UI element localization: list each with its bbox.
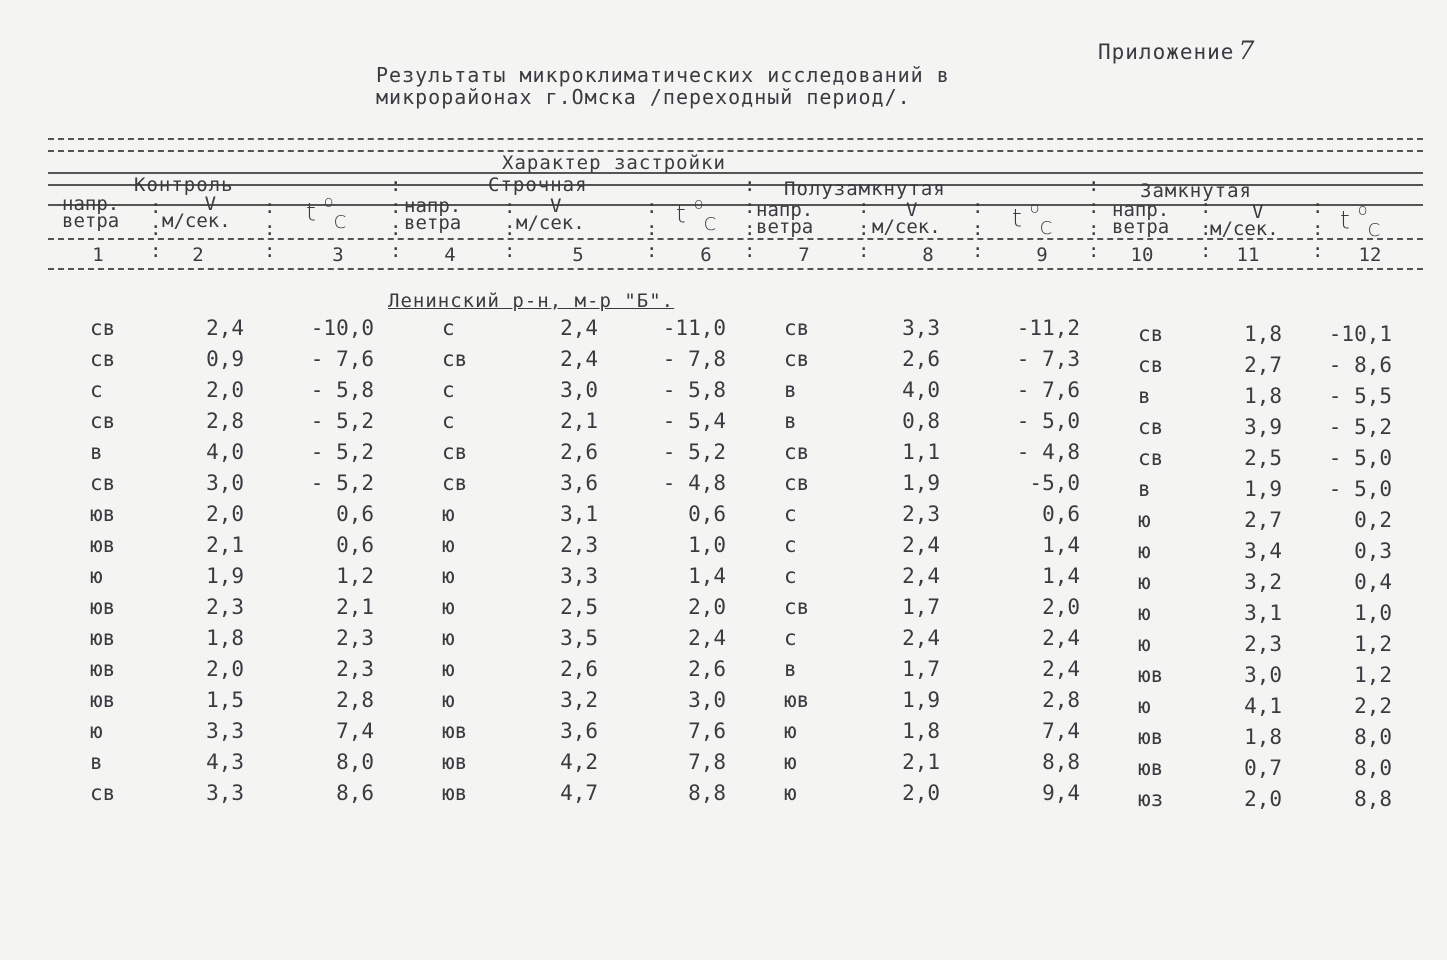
temperature-cell: - 4,8 — [662, 471, 726, 495]
table-top-rule-2 — [48, 150, 1423, 152]
temperature-cell: 1,4 — [1042, 533, 1080, 557]
temperature-cell: 2,8 — [1042, 688, 1080, 712]
column-number: 4 — [444, 244, 456, 266]
wind-speed-cell: 4,3 — [206, 750, 244, 774]
temperature-cell: 8,8 — [688, 781, 726, 805]
column-number: 2 — [192, 244, 204, 266]
separator: : : : — [264, 196, 276, 262]
temperature-cell: - 7,6 — [1016, 378, 1080, 402]
temperature-cell: 2,8 — [336, 688, 374, 712]
wind-direction-cell: св — [784, 471, 810, 495]
temperature-cell: 2,3 — [336, 626, 374, 650]
temperature-cell: - 5,5 — [1328, 384, 1392, 408]
temperature-cell: 9,4 — [1042, 781, 1080, 805]
wind-direction-cell: св — [784, 440, 810, 464]
wind-speed-cell: 2,5 — [1244, 446, 1282, 470]
separator: : : : — [646, 196, 658, 262]
wind-speed-cell: 2,7 — [1244, 508, 1282, 532]
wind-direction-cell: ю — [1138, 601, 1151, 625]
temperature-cell: - 7,6 — [310, 347, 374, 371]
wind-direction-cell: юв — [442, 781, 468, 805]
separator: : : : — [1200, 196, 1212, 262]
header-group-closed: Замкнутая — [1140, 180, 1252, 202]
temperature-cell: - 5,0 — [1328, 446, 1392, 470]
temperature-cell: 7,4 — [1042, 719, 1080, 743]
wind-speed-cell: 1,7 — [902, 595, 940, 619]
wind-direction-cell: ю — [784, 750, 797, 774]
separator: : : : — [1312, 196, 1324, 262]
wind-direction-cell: ю — [90, 719, 103, 743]
temperature-cell: 0,6 — [336, 533, 374, 557]
wind-direction-cell: юв — [1138, 663, 1164, 687]
temperature-cell: 2,1 — [336, 595, 374, 619]
subheader-velocity: V м/сек. — [516, 195, 585, 234]
temperature-cell: - 5,4 — [662, 409, 726, 433]
temperature-cell: - 7,8 — [662, 347, 726, 371]
wind-direction-cell: св — [1138, 446, 1164, 470]
wind-speed-cell: 3,3 — [206, 719, 244, 743]
separator: : : : — [858, 196, 870, 262]
wind-speed-cell: 3,6 — [560, 719, 598, 743]
subheader-velocity: V м/сек. — [162, 193, 231, 232]
temperature-cell: 7,6 — [688, 719, 726, 743]
wind-speed-cell: 3,9 — [1244, 415, 1282, 439]
wind-direction-cell: юз — [1138, 787, 1164, 811]
wind-direction-cell: св — [784, 595, 810, 619]
wind-direction-cell: с — [442, 409, 455, 433]
wind-direction-cell: ю — [90, 564, 103, 588]
wind-speed-cell: 2,3 — [1244, 632, 1282, 656]
wind-direction-cell: ю — [442, 688, 455, 712]
temperature-cell: - 5,2 — [310, 409, 374, 433]
subheader-velocity: V м/сек. — [1210, 201, 1279, 240]
temperature-cell: 1,4 — [688, 564, 726, 588]
temperature-cell: - 4,8 — [1016, 440, 1080, 464]
wind-speed-cell: 2,4 — [560, 316, 598, 340]
column-number: 12 — [1358, 244, 1382, 266]
wind-speed-cell: 3,3 — [206, 781, 244, 805]
temperature-cell: 1,0 — [1354, 601, 1392, 625]
column-number: 8 — [922, 244, 934, 266]
wind-direction-cell: юв — [90, 502, 116, 526]
wind-direction-cell: юв — [784, 688, 810, 712]
wind-speed-cell: 4,0 — [902, 378, 940, 402]
temperature-cell: -10,0 — [310, 316, 374, 340]
temperature-cell: 0,6 — [1042, 502, 1080, 526]
wind-direction-cell: ю — [1138, 632, 1151, 656]
group-rule — [48, 172, 1423, 174]
wind-speed-cell: 1,8 — [206, 626, 244, 650]
wind-speed-cell: 1,5 — [206, 688, 244, 712]
wind-speed-cell: 1,8 — [1244, 384, 1282, 408]
temperature-cell: - 5,8 — [310, 378, 374, 402]
wind-speed-cell: 1,9 — [902, 688, 940, 712]
temperature-cell: -11,0 — [662, 316, 726, 340]
temperature-cell: 0,4 — [1354, 570, 1392, 594]
temperature-cell: 7,8 — [688, 750, 726, 774]
wind-speed-cell: 2,3 — [560, 533, 598, 557]
wind-direction-cell: св — [90, 409, 116, 433]
wind-direction-cell: юв — [90, 657, 116, 681]
wind-direction-cell: юв — [442, 750, 468, 774]
temperature-cell: 8,6 — [336, 781, 374, 805]
temperature-cell: 1,0 — [688, 533, 726, 557]
column-number: 10 — [1130, 244, 1154, 266]
temperature-cell: - 5,2 — [662, 440, 726, 464]
wind-direction-cell: с — [442, 378, 455, 402]
wind-direction-cell: св — [90, 781, 116, 805]
wind-direction-cell: с — [784, 564, 797, 588]
wind-speed-cell: 3,2 — [560, 688, 598, 712]
wind-speed-cell: 2,1 — [560, 409, 598, 433]
temperature-cell: 8,0 — [336, 750, 374, 774]
wind-direction-cell: юв — [90, 533, 116, 557]
wind-direction-cell: ю — [1138, 539, 1151, 563]
wind-speed-cell: 3,1 — [1244, 601, 1282, 625]
column-number: 3 — [332, 244, 344, 266]
wind-speed-cell: 2,5 — [560, 595, 598, 619]
wind-speed-cell: 3,3 — [902, 316, 940, 340]
temperature-cell: 8,8 — [1354, 787, 1392, 811]
wind-speed-cell: 4,7 — [560, 781, 598, 805]
wind-speed-cell: 0,9 — [206, 347, 244, 371]
wind-direction-cell: в — [1138, 477, 1151, 501]
header-group-title: Характер застройки — [502, 152, 726, 174]
subheader-temperature: t $^о_C$ — [1340, 200, 1381, 242]
temperature-cell: 1,2 — [336, 564, 374, 588]
wind-speed-cell: 0,7 — [1244, 756, 1282, 780]
header-group-row: Строчная — [488, 174, 588, 196]
wind-speed-cell: 2,4 — [560, 347, 598, 371]
wind-direction-cell: св — [1138, 415, 1164, 439]
wind-speed-cell: 4,2 — [560, 750, 598, 774]
table-top-rule — [48, 138, 1423, 140]
temperature-cell: 2,3 — [336, 657, 374, 681]
wind-direction-cell: в — [90, 750, 103, 774]
wind-direction-cell: в — [1138, 384, 1151, 408]
wind-speed-cell: 3,6 — [560, 471, 598, 495]
district-subheading: Ленинский р-н, м-р "Б". — [388, 290, 675, 312]
wind-direction-cell: ю — [442, 626, 455, 650]
wind-direction-cell: св — [90, 471, 116, 495]
wind-speed-cell: 3,5 — [560, 626, 598, 650]
wind-direction-cell: с — [784, 533, 797, 557]
wind-direction-cell: св — [1138, 353, 1164, 377]
temperature-cell: 2,4 — [1042, 657, 1080, 681]
wind-speed-cell: 1,8 — [1244, 725, 1282, 749]
wind-direction-cell: ю — [442, 595, 455, 619]
temperature-cell: - 5,0 — [1328, 477, 1392, 501]
wind-speed-cell: 3,0 — [560, 378, 598, 402]
wind-speed-cell: 0,8 — [902, 409, 940, 433]
wind-speed-cell: 3,0 — [1244, 663, 1282, 687]
wind-speed-cell: 3,4 — [1244, 539, 1282, 563]
wind-speed-cell: 1,1 — [902, 440, 940, 464]
wind-speed-cell: 4,1 — [1244, 694, 1282, 718]
wind-direction-cell: св — [1138, 322, 1164, 346]
wind-direction-cell: юв — [90, 626, 116, 650]
wind-direction-cell: ю — [1138, 508, 1151, 532]
wind-direction-cell: ю — [442, 564, 455, 588]
separator: : : : — [504, 196, 516, 262]
wind-direction-cell: юв — [1138, 725, 1164, 749]
separator: : : : — [972, 196, 984, 262]
wind-direction-cell: в — [784, 657, 797, 681]
wind-direction-cell: ю — [442, 533, 455, 557]
appendix-label — [1098, 36, 1255, 65]
wind-speed-cell: 1,9 — [902, 471, 940, 495]
wind-direction-cell: св — [442, 440, 468, 464]
wind-speed-cell: 1,9 — [206, 564, 244, 588]
wind-speed-cell: 2,4 — [206, 316, 244, 340]
wind-speed-cell: 3,2 — [1244, 570, 1282, 594]
temperature-cell: 2,4 — [688, 626, 726, 650]
temperature-cell: 8,0 — [1354, 756, 1392, 780]
wind-direction-cell: в — [784, 378, 797, 402]
wind-speed-cell: 2,8 — [206, 409, 244, 433]
wind-speed-cell: 2,0 — [902, 781, 940, 805]
wind-direction-cell: ю — [442, 657, 455, 681]
wind-direction-cell: юв — [1138, 756, 1164, 780]
temperature-cell: 2,0 — [688, 595, 726, 619]
temperature-cell: 8,0 — [1354, 725, 1392, 749]
temperature-cell: - 5,2 — [1328, 415, 1392, 439]
wind-speed-cell: 2,3 — [206, 595, 244, 619]
wind-speed-cell: 2,6 — [902, 347, 940, 371]
wind-speed-cell: 1,8 — [1244, 322, 1282, 346]
wind-direction-cell: с — [90, 378, 103, 402]
title-line-2: микрорайонах г.Омска /переходный период/. — [376, 85, 911, 109]
wind-speed-cell: 4,0 — [206, 440, 244, 464]
temperature-cell: 2,6 — [688, 657, 726, 681]
wind-direction-cell: ю — [784, 719, 797, 743]
wind-direction-cell: св — [90, 316, 116, 340]
temperature-cell: - 8,6 — [1328, 353, 1392, 377]
wind-direction-cell: с — [784, 502, 797, 526]
subheader-wind-dir: напр. ветра — [404, 195, 462, 234]
subheader-wind-dir: напр. ветра — [62, 193, 120, 232]
temperature-cell: 8,8 — [1042, 750, 1080, 774]
column-number: 6 — [700, 244, 712, 266]
subheader-temperature: t $^о_C$ — [306, 192, 347, 234]
temperature-cell: 0,6 — [688, 502, 726, 526]
wind-speed-cell: 3,3 — [560, 564, 598, 588]
wind-direction-cell: юв — [90, 595, 116, 619]
wind-speed-cell: 2,4 — [902, 533, 940, 557]
wind-direction-cell: юв — [90, 688, 116, 712]
appendix-number: 7 — [1238, 36, 1256, 65]
temperature-cell: 2,0 — [1042, 595, 1080, 619]
column-number: 9 — [1036, 244, 1048, 266]
subheader-wind-dir: напр. ветра — [1112, 199, 1170, 238]
temperature-cell: 2,2 — [1354, 694, 1392, 718]
temperature-cell: 1,2 — [1354, 663, 1392, 687]
wind-direction-cell: в — [784, 409, 797, 433]
wind-direction-cell: св — [784, 316, 810, 340]
wind-speed-cell: 3,0 — [206, 471, 244, 495]
column-number-rule — [48, 268, 1423, 270]
wind-speed-cell: 2,4 — [902, 626, 940, 650]
temperature-cell: 3,0 — [688, 688, 726, 712]
wind-speed-cell: 2,6 — [560, 657, 598, 681]
wind-speed-cell: 2,6 — [560, 440, 598, 464]
separator: : : : : — [1088, 174, 1100, 262]
subheader-temperature: t $^о_C$ — [1012, 198, 1053, 240]
temperature-cell: -11,2 — [1016, 316, 1080, 340]
temperature-cell: 2,4 — [1042, 626, 1080, 650]
wind-speed-cell: 2,0 — [206, 502, 244, 526]
wind-speed-cell: 1,9 — [1244, 477, 1282, 501]
wind-speed-cell: 3,1 — [560, 502, 598, 526]
temperature-cell: -10,1 — [1328, 322, 1392, 346]
wind-speed-cell: 2,0 — [206, 378, 244, 402]
temperature-cell: 0,6 — [336, 502, 374, 526]
wind-speed-cell: 2,1 — [902, 750, 940, 774]
temperature-cell: - 5,2 — [310, 440, 374, 464]
column-number: 1 — [92, 244, 104, 266]
wind-direction-cell: св — [784, 347, 810, 371]
subheader-wind-dir: напр. ветра — [756, 199, 814, 238]
wind-direction-cell: юв — [442, 719, 468, 743]
header-group-control: Контроль — [134, 174, 234, 196]
wind-speed-cell: 1,7 — [902, 657, 940, 681]
wind-direction-cell: св — [442, 347, 468, 371]
wind-direction-cell: с — [784, 626, 797, 650]
temperature-cell: - 7,3 — [1016, 347, 1080, 371]
temperature-cell: 1,4 — [1042, 564, 1080, 588]
temperature-cell: 0,3 — [1354, 539, 1392, 563]
wind-direction-cell: ю — [784, 781, 797, 805]
title-line-1: Результаты микроклиматических исследований в — [376, 63, 950, 87]
wind-direction-cell: св — [442, 471, 468, 495]
temperature-cell: 0,2 — [1354, 508, 1392, 532]
wind-speed-cell: 2,7 — [1244, 353, 1282, 377]
temperature-cell: - 5,8 — [662, 378, 726, 402]
column-number: 7 — [798, 244, 810, 266]
subheader-velocity: V м/сек. — [872, 199, 941, 238]
subheader-temperature: t $^о_C$ — [676, 194, 717, 236]
wind-speed-cell: 2,1 — [206, 533, 244, 557]
wind-direction-cell: в — [90, 440, 103, 464]
wind-direction-cell: ю — [1138, 694, 1151, 718]
temperature-cell: 1,2 — [1354, 632, 1392, 656]
temperature-cell: - 5,2 — [310, 471, 374, 495]
wind-speed-cell: 2,0 — [206, 657, 244, 681]
wind-speed-cell: 2,4 — [902, 564, 940, 588]
temperature-cell: 7,4 — [336, 719, 374, 743]
header-group-semi-closed: Полузамкнутая — [784, 178, 946, 200]
separator: : : : — [150, 196, 162, 262]
wind-speed-cell: 2,3 — [902, 502, 940, 526]
wind-speed-cell: 1,8 — [902, 719, 940, 743]
temperature-cell: - 5,0 — [1016, 409, 1080, 433]
column-number: 5 — [572, 244, 584, 266]
document-title — [376, 64, 950, 108]
separator: : : : : — [390, 174, 402, 262]
column-number: 11 — [1236, 244, 1260, 266]
wind-direction-cell: с — [442, 316, 455, 340]
wind-speed-cell: 2,0 — [1244, 787, 1282, 811]
temperature-cell: -5,0 — [1029, 471, 1080, 495]
wind-direction-cell: ю — [442, 502, 455, 526]
wind-direction-cell: ю — [1138, 570, 1151, 594]
wind-direction-cell: св — [90, 347, 116, 371]
separator: : : : : — [744, 174, 756, 262]
appendix-text: Приложение — [1098, 40, 1235, 64]
